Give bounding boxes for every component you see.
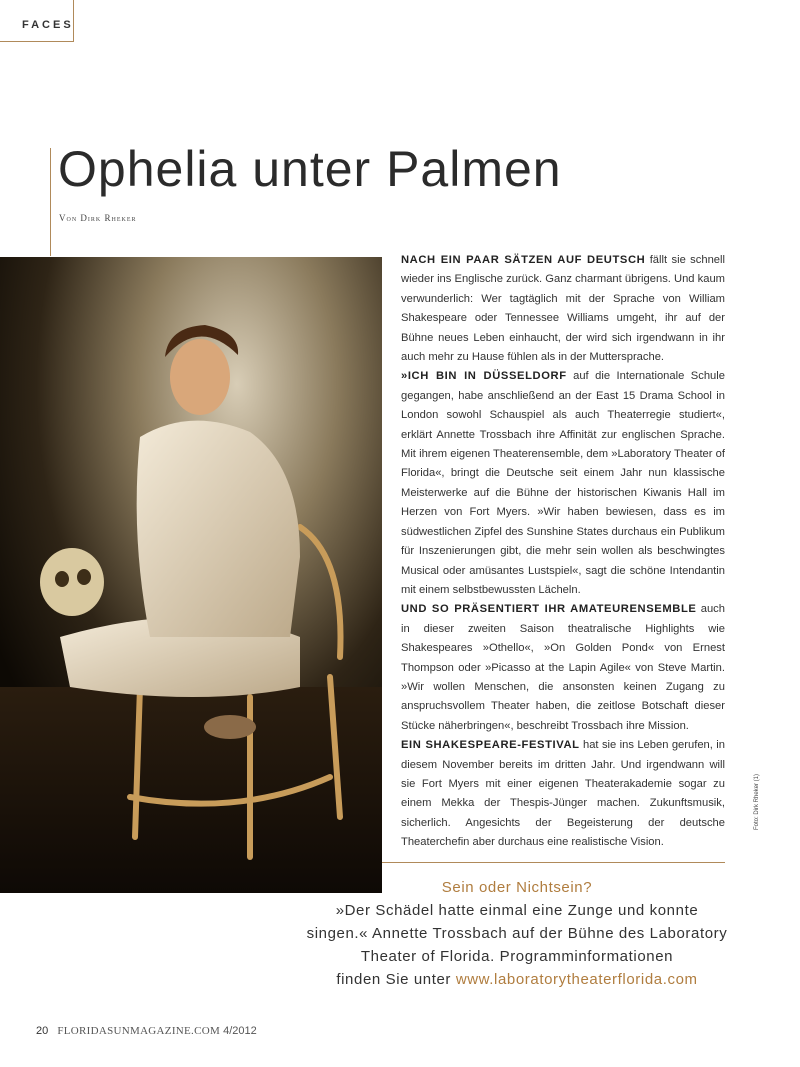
paragraph-text: hat sie ins Leben gerufen, in diesem November bereits im dritten Jahr. Und irgendwann will sie Fort Myers mit einer eigenen Theaterakademie sogar zu einem Mekka der Thespis-Jünger machen. Zukunftsmusik, sicherlich. Angesichts der Begeisterung der deutsche Theaterchefin aber durchaus eine realistische Vision. bbox=[401, 739, 725, 849]
caption-title: Sein oder Nichtsein? bbox=[441, 879, 593, 896]
website-link[interactable]: www.laboratorytheaterflorida.com bbox=[455, 971, 698, 988]
section-tag-label: FACES bbox=[22, 19, 74, 31]
article-photo bbox=[0, 257, 382, 893]
paragraph-lead: NACH EIN PAAR SÄTZEN AUF DEUTSCH bbox=[401, 254, 646, 266]
paragraph-lead: UND SO PRÄSENTIERT IHR AMATEURENSEMBLE bbox=[401, 603, 697, 616]
caption-link-prefix: finden Sie unter bbox=[336, 971, 456, 988]
paragraph bbox=[401, 367, 725, 600]
page-footer bbox=[36, 1025, 257, 1037]
paragraph-lead: »ICH BIN IN DÜSSELDORF bbox=[401, 370, 567, 383]
paragraph bbox=[401, 251, 725, 367]
caption-line: »Der Schädel hatte einmal eine Zunge und konnte bbox=[335, 902, 699, 919]
paragraph-text: fällt sie schnell wieder ins Englische zurück. Ganz charmant übrigens. Und kaum verwunderlich: Wer tagtäglich mit der Sprache von William Shakespeare oder Tennessee Williams umgeht, ihr auf der Bühne neues Leben einhaucht, der wird sich irgendwann in ihr auch mehr zu Hause fühlen als in der Muttersprache. bbox=[401, 254, 725, 364]
paragraph-text: auf die Internationale Schule gegangen, habe anschließend an der East 15 Drama School in London sowohl Schauspiel als auch Theaterregie studiert«, erklärt Annette Trossbach ihre Affinität zur englischen Sprache. Mit ihrem eigenen Theaterensemble, dem »Laboratory Theater of Florida«, bringt die Deutsche seit einem Jahr nun klassische Meisterwerke auf die Bühne der historischen Kiwanis Hall im Herzen von Fort Myers. »Wir haben bewiesen, dass es im südwestlichen Zipfel des Sunshine States durchaus ein Publikum für Inszenierungen gibt, die mehr sein wollen als beschwingtes Musical oder amüsantes Lustspiel«, sagt die schöne Intendantin mit einem selbstbewussten Lächeln. bbox=[401, 370, 725, 596]
byline: Von Dirk Rheker bbox=[59, 213, 137, 223]
paragraph bbox=[401, 736, 725, 852]
photo-caption bbox=[300, 876, 734, 991]
issue-number: 4/2012 bbox=[223, 1025, 257, 1037]
section-tag bbox=[0, 0, 74, 42]
article-title: Ophelia unter Palmen bbox=[58, 141, 562, 197]
article-body bbox=[401, 251, 725, 853]
photo-credit: Foto: Dirk Rheker (1) bbox=[754, 773, 760, 830]
caption-divider bbox=[382, 862, 725, 863]
paragraph-lead: EIN SHAKESPEARE-FESTIVAL bbox=[401, 739, 580, 752]
caption-line: Theater of Florida. Programminformationen bbox=[360, 948, 674, 965]
paragraph-text: auch in dieser zweiten Saison theatralische Highlights wie Shakespeares »Othello«, »On Golden Pond« von Ernest Thompson oder »Picasso at the Lapin Agile« von Steve Martin. »Wir wollen Menschen, die ansonsten keinen Zugang zu anspruchsvollem Theater haben, die zeitlose Botschaft dieser Stücke näherbringen«, beschreibt Trossbach ihre Mission. bbox=[401, 603, 725, 732]
page-number: 20 bbox=[36, 1025, 49, 1037]
paragraph bbox=[401, 600, 725, 736]
title-rule bbox=[50, 148, 51, 256]
magazine-name: FLORIDASUNMAGAZINE.COM bbox=[57, 1025, 221, 1037]
caption-line bbox=[300, 968, 734, 991]
caption-line: singen.« Annette Trossbach auf der Bühne des Laboratory bbox=[306, 925, 728, 942]
